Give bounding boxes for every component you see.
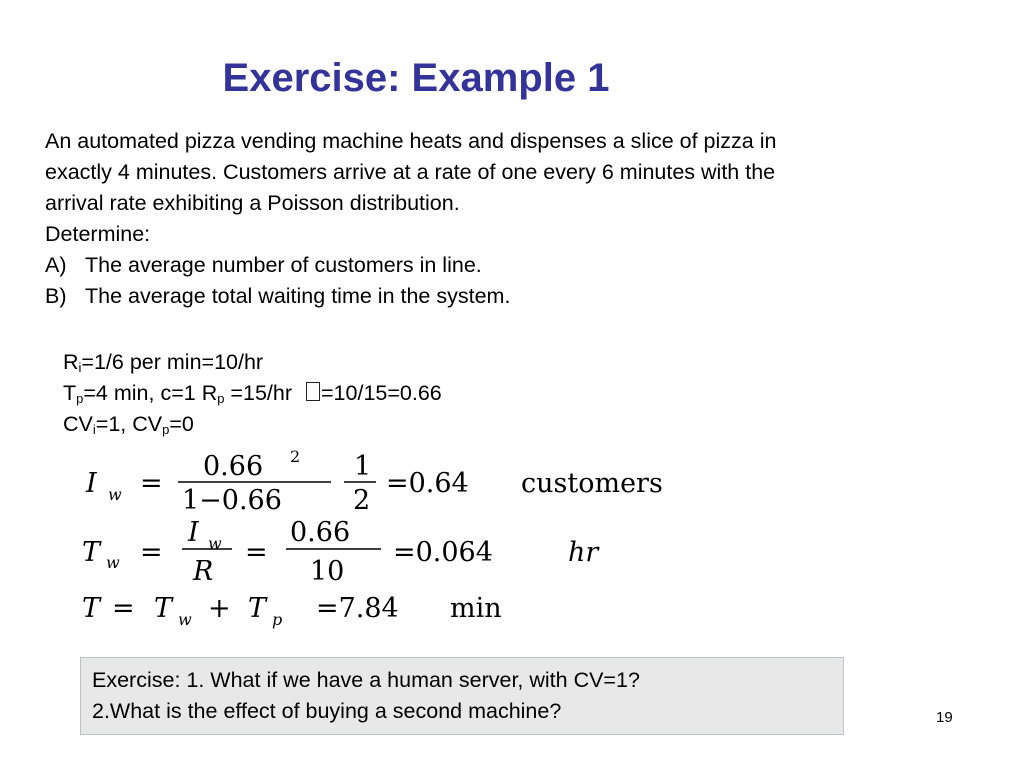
svg-text:w: w <box>106 553 120 572</box>
svg-text:2: 2 <box>353 485 371 516</box>
svg-text:T: T <box>154 593 173 624</box>
arrival-rate-line: $R_i=1/6$ per min=10/hr <box>63 350 264 375</box>
svg-text:2: 2 <box>290 447 301 466</box>
svg-text:T: T <box>82 593 101 624</box>
page-number: 19 <box>936 709 953 726</box>
question-a-text: The average number of customers in line. <box>85 253 482 277</box>
svg-text:=: = <box>112 593 135 624</box>
svg-text:w: w <box>208 534 222 553</box>
svg-text:0.66: 0.66 <box>203 451 264 482</box>
exercise-question-1: Exercise: 1. What if we have a human server, with CV=1? <box>92 668 640 692</box>
missing-glyph-icon <box>306 382 320 401</box>
exercise-callout <box>80 657 844 735</box>
svg-text:+: + <box>208 593 231 624</box>
exercise-question-2: 2.What is the effect of buying a second machine? <box>92 699 562 723</box>
svg-text:T: T <box>248 593 267 624</box>
svg-text:R: R <box>193 556 214 587</box>
question-b-text: The average total waiting time in the system. <box>85 284 511 308</box>
svg-text:1: 1 <box>354 451 372 482</box>
svg-text:customers: customers <box>521 468 663 499</box>
slide-title: Exercise: Example 1 <box>222 56 610 100</box>
formula-block <box>78 440 778 630</box>
problem-line: An automated pizza vending machine heats and dispenses a slice of pizza in <box>45 129 777 153</box>
svg-text:=: = <box>245 537 268 568</box>
svg-text:I: I <box>188 517 199 548</box>
variability-line: $CV_i=1$, $CV_p=0$ <box>63 412 194 437</box>
svg-text:=: = <box>140 537 163 568</box>
formula-waiting-time <box>82 517 600 587</box>
formula-inventory-in-queue <box>85 447 663 516</box>
svg-text:10: 10 <box>310 556 345 587</box>
svg-text:1−0.66: 1−0.66 <box>182 485 282 516</box>
svg-text:T: T <box>82 537 101 568</box>
svg-text:hr: hr <box>568 537 599 568</box>
problem-line: arrival rate exhibiting a Poisson distribution. <box>45 191 460 215</box>
question-b <box>45 281 985 312</box>
formulas <box>78 440 778 630</box>
problem-statement <box>45 126 985 312</box>
svg-text:0.66: 0.66 <box>290 517 351 548</box>
svg-text:w: w <box>108 485 122 504</box>
svg-text:min: min <box>450 593 502 624</box>
svg-text:w: w <box>178 610 192 629</box>
question-a <box>45 250 985 281</box>
formula-total-time <box>82 593 502 629</box>
question-a-marker: A) <box>45 253 67 277</box>
svg-text:=: = <box>140 468 163 499</box>
given-parameters <box>63 347 442 440</box>
svg-text:=0.064: =0.064 <box>393 537 493 568</box>
svg-text:=7.84: =7.84 <box>316 593 399 624</box>
problem-line: exactly 4 minutes. Customers arrive at a rate of one every 6 minutes with the <box>45 160 776 184</box>
svg-text:p: p <box>272 610 283 629</box>
process-time-line: $T_p=4$ min, c=1 $R_p =15/hr =10/15=0.66$ <box>63 381 442 406</box>
question-b-marker: B) <box>45 284 67 308</box>
determine-label: Determine: <box>45 222 151 246</box>
svg-text:I: I <box>86 468 97 499</box>
svg-text:=0.64: =0.64 <box>386 468 469 499</box>
